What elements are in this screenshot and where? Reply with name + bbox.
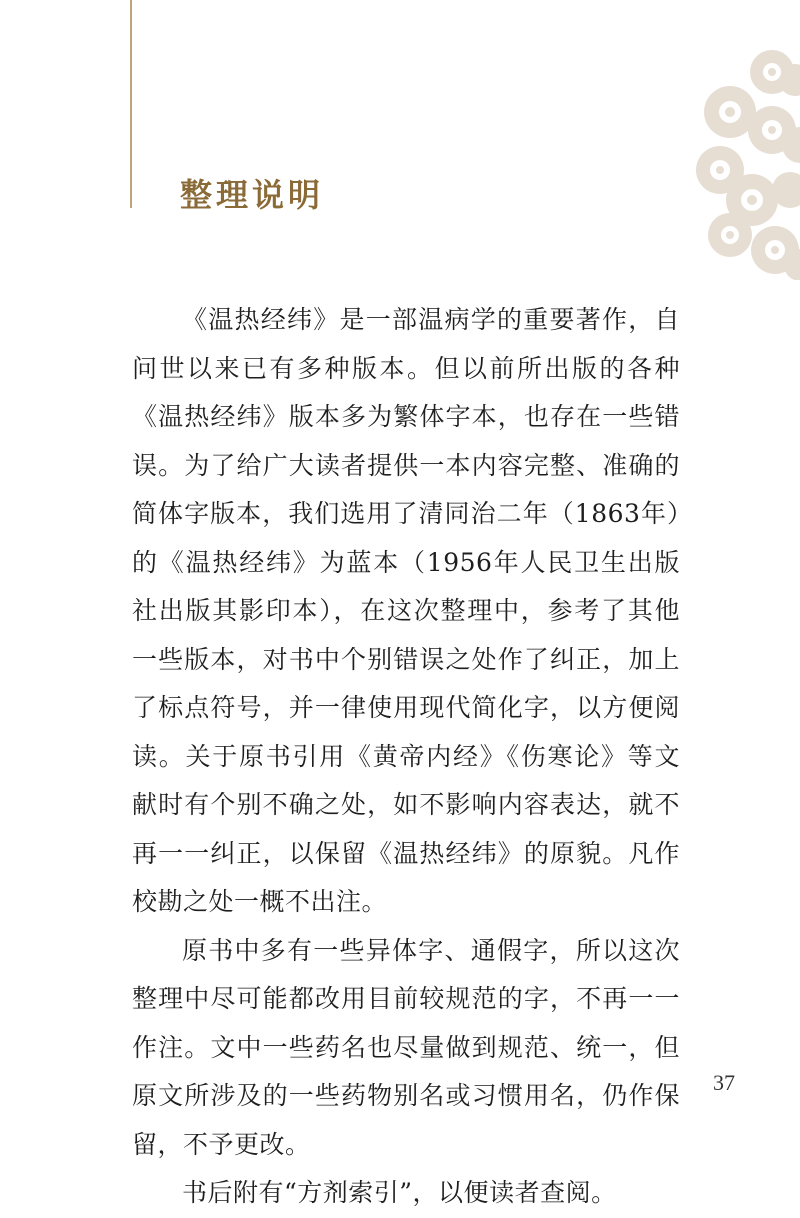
cloud-ornament-icon — [690, 50, 800, 280]
vertical-rule — [130, 0, 132, 208]
page-number: 37 — [713, 1070, 735, 1095]
section-title: 整理说明 — [180, 176, 325, 214]
paragraph: 《温热经纬》是一部温病学的重要著作，自问世以来已有多种版本。但以前所出版的各种《温热经纬》版本多为繁体字本，也存在一些错误。为了给广大读者提供一本内容完整、准确的简体字版本，我们选用了清同治二年（1863年）的《温热经纬》为蓝本（1956年人民卫生出版社出版其影印本），在这次整理中，参考了其他一些版本，对书中个别错误之处作了纠正，加上了标点符号，并一律使用现代简化字，以方便阅读。关于原书引用《黄帝内经》《伤寒论》等文献时有个别不确之处，如不影响内容表达，就不再一一纠正，以保留《温热经纬》的原貌。凡作校勘之处一概不出注。 — [132, 305, 680, 916]
paragraph: 书后附有“方剂索引”，以便读者查阅。 — [182, 1178, 617, 1207]
body-text — [132, 296, 680, 1218]
paragraph: 原书中多有一些异体字、通假字，所以这次整理中尽可能都改用目前较规范的字，不再一一作注。文中一些药名也尽量做到规范、统一，但原文所涉及的一些药物别名或习惯用名，仍作保留，不予更改。 — [132, 935, 680, 1159]
